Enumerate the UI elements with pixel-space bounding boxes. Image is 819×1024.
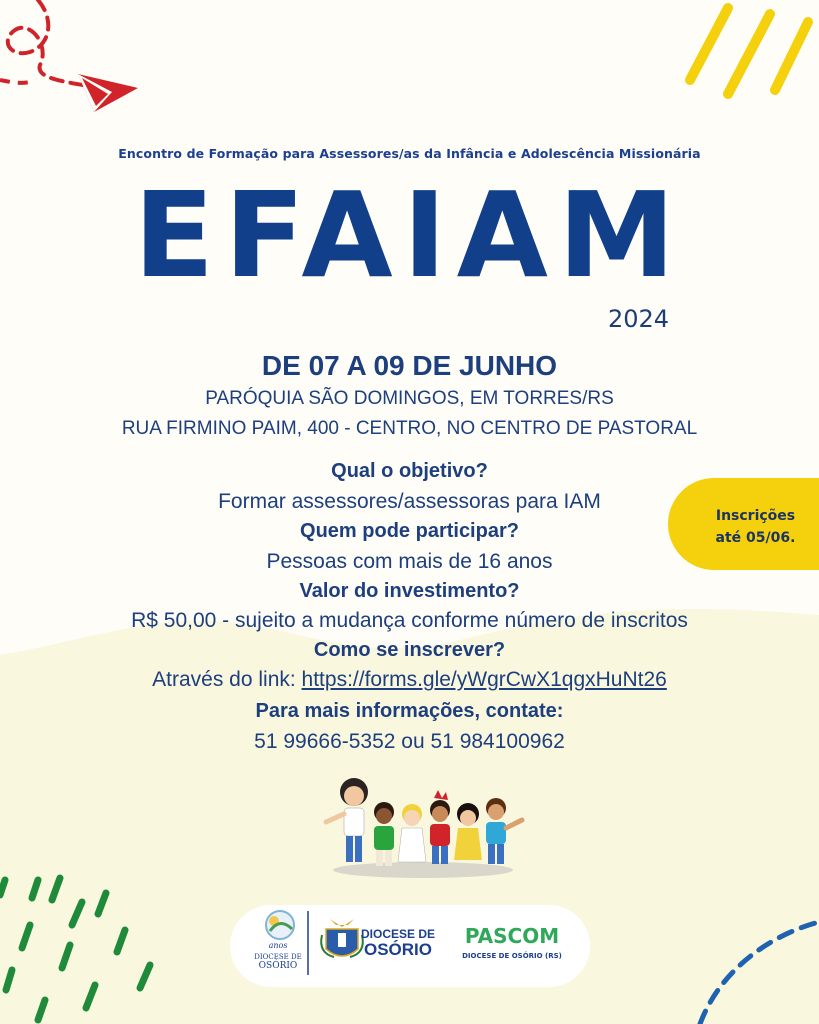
children-illustration — [318, 770, 528, 880]
dashed-loop-decoration — [8, 0, 110, 90]
blue-dashed-arc-decoration — [700, 922, 819, 1024]
faq-answer-objective: Formar assessores/assessoras para IAM — [218, 490, 601, 513]
faq-answer-contact: 51 99666-5352 ou 51 984100962 — [254, 730, 565, 753]
event-subtitle: Encontro de Formação para Assessores/as da Infância e Adolescência Missionária — [118, 146, 701, 161]
pascom-logo: PASCOM — [464, 924, 560, 948]
pascom-subtitle: DIOCESE DE OSÓRIO (RS) — [462, 952, 562, 960]
diocese-small-line2: OSÓRIO — [258, 961, 298, 971]
registration-link[interactable]: https://forms.gle/yWgrCwX1qgxHuNt26 — [301, 668, 667, 691]
faq-answer-price: R$ 50,00 - sujeito a mudança conforme número de inscritos — [131, 609, 688, 632]
green-dashes-decoration — [0, 878, 150, 1020]
register-prefix: Através do link: — [152, 668, 302, 691]
diocese-anniversary-logo — [254, 911, 301, 971]
event-year: 2024 — [608, 305, 670, 333]
event-address: RUA FIRMINO PAIM, 400 - CENTRO, NO CENTRO DE PASTORAL — [121, 418, 698, 439]
event-title: EFAIAM — [133, 166, 686, 304]
yellow-slashes-decoration — [690, 8, 808, 94]
anos-label: anos — [268, 941, 288, 950]
faq-answer-register — [0, 668, 819, 692]
faq-question-register: Como se inscrever? — [313, 639, 506, 661]
faq-question-audience: Quem pode participar? — [300, 520, 519, 542]
diocese-coat-of-arms-icon — [321, 919, 363, 957]
partner-logos — [230, 905, 590, 987]
faq-question-objective: Qual o objetivo? — [331, 460, 488, 482]
faq-answer-audience: Pessoas com mais de 16 anos — [266, 550, 553, 573]
diocese-logo-line2: OSÓRIO — [363, 940, 433, 959]
badge-line-1: Inscrições — [715, 508, 796, 524]
event-place: PARÓQUIA SÃO DOMINGOS, EM TORRES/RS — [205, 388, 614, 409]
diocese-logo-line1: DIOCESE DE — [360, 927, 436, 941]
paper-plane-icon — [78, 74, 138, 112]
event-dates: DE 07 A 09 DE JUNHO — [261, 350, 558, 381]
faq-question-price: Valor do investimento? — [299, 580, 520, 602]
badge-line-2: até 05/06. — [715, 530, 796, 546]
badge-text — [688, 505, 819, 549]
diocese-small-line1: DIOCESE DE — [254, 953, 302, 961]
faq-question-contact: Para mais informações, contate: — [255, 700, 564, 722]
